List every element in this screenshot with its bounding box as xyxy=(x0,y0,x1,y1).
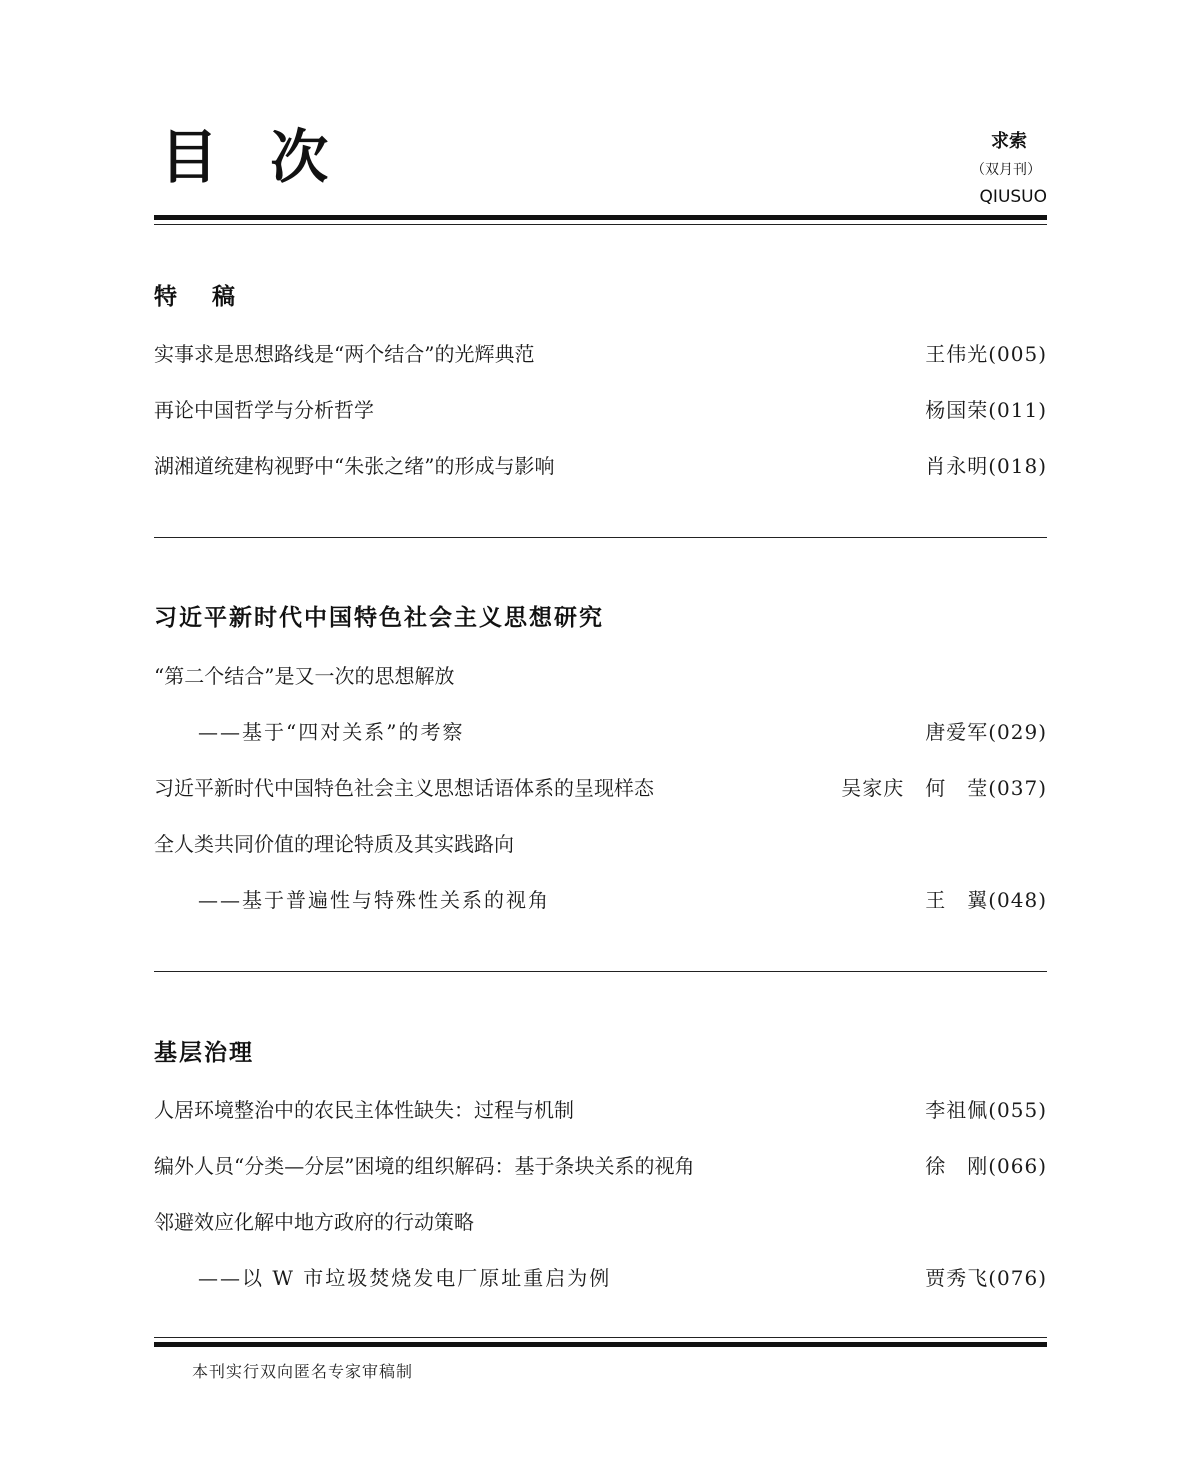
entry-page: (048) xyxy=(988,888,1047,912)
entry-author-page xyxy=(925,884,1047,916)
toc-entry[interactable] xyxy=(154,828,1047,860)
entry-page: (066) xyxy=(988,1154,1047,1178)
footer-rule-thin xyxy=(154,1337,1047,1338)
section-title-special: 特 稿 xyxy=(154,284,241,310)
entry-author: 徐 刚 xyxy=(925,1154,989,1178)
entry-title: 湖湘道统建构视野中“朱张之绪”的形成与影响 xyxy=(154,454,555,478)
entry-title: 习近平新时代中国特色社会主义思想话语体系的呈现样态 xyxy=(154,776,654,800)
toc-entry[interactable] xyxy=(154,1150,1047,1182)
entry-subtitle: ——基于“四对关系”的考察 xyxy=(198,720,465,744)
entry-title: 实事求是思想路线是“两个结合”的光辉典范 xyxy=(154,342,535,366)
toc-entry[interactable] xyxy=(154,1206,1047,1238)
entry-page: (037) xyxy=(988,776,1047,800)
entry-author: 肖永明 xyxy=(925,454,989,478)
entry-page: (011) xyxy=(988,398,1047,422)
section-divider xyxy=(154,537,1047,538)
entry-subtitle: ——基于普遍性与特殊性关系的视角 xyxy=(198,888,550,912)
toc-entry[interactable] xyxy=(154,1094,1047,1126)
entry-author: 杨国荣 xyxy=(925,398,989,422)
entry-author-page xyxy=(841,772,1047,804)
journal-frequency: （双月刊） xyxy=(971,162,1041,178)
entry-subtitle: ——以 W 市垃圾焚烧发电厂原址重启为例 xyxy=(198,1266,612,1290)
page-title: 目 次 xyxy=(160,123,345,191)
journal-latin-name: QIUSUO xyxy=(979,187,1047,207)
entry-author-page xyxy=(925,338,1047,370)
entry-author: 唐爱军 xyxy=(925,720,989,744)
entry-author-page xyxy=(925,394,1047,426)
entry-author: 李祖佩 xyxy=(925,1098,989,1122)
entry-page: (029) xyxy=(988,720,1047,744)
header-rule-thin xyxy=(154,224,1047,225)
entry-author-page xyxy=(925,1094,1047,1126)
toc-entry[interactable] xyxy=(154,394,1047,426)
entry-author: 吴家庆 何 莹 xyxy=(841,776,989,800)
toc-entry[interactable] xyxy=(154,338,1047,370)
entry-author-page xyxy=(925,1150,1047,1182)
entry-page: (018) xyxy=(988,454,1047,478)
entry-page: (005) xyxy=(988,342,1047,366)
footer-rule-thick xyxy=(154,1342,1047,1347)
toc-entry-subtitle[interactable] xyxy=(154,884,1047,916)
entry-title: 人居环境整治中的农民主体性缺失：过程与机制 xyxy=(154,1098,574,1122)
entry-author-page xyxy=(925,450,1047,482)
journal-info xyxy=(917,130,1047,209)
entry-page: (076) xyxy=(988,1266,1047,1290)
entry-author: 王伟光 xyxy=(925,342,989,366)
toc-entry-subtitle[interactable] xyxy=(154,1262,1047,1294)
toc-page xyxy=(154,0,1047,1476)
entry-title: “第二个结合”是又一次的思想解放 xyxy=(154,664,455,688)
section-title-xi-thought: 习近平新时代中国特色社会主义思想研究 xyxy=(154,605,604,631)
section-title-grassroots: 基层治理 xyxy=(154,1040,254,1066)
entry-title: 全人类共同价值的理论特质及其实践路向 xyxy=(154,832,514,856)
header-rule-thick xyxy=(154,215,1047,220)
toc-entry[interactable] xyxy=(154,450,1047,482)
entry-author: 王 翼 xyxy=(925,888,989,912)
toc-entry[interactable] xyxy=(154,772,1047,804)
toc-entry-subtitle[interactable] xyxy=(154,716,1047,748)
toc-entry[interactable] xyxy=(154,660,1047,692)
entry-author-page xyxy=(925,716,1047,748)
entry-title: 再论中国哲学与分析哲学 xyxy=(154,398,374,422)
footer-note: 本刊实行双向匿名专家审稿制 xyxy=(192,1362,414,1381)
entry-author-page xyxy=(925,1262,1047,1294)
entry-title: 邻避效应化解中地方政府的行动策略 xyxy=(154,1210,474,1234)
section-divider xyxy=(154,971,1047,972)
journal-name: 求索 xyxy=(991,131,1027,152)
entry-page: (055) xyxy=(988,1098,1047,1122)
entry-title: 编外人员“分类—分层”困境的组织解码：基于条块关系的视角 xyxy=(154,1154,695,1178)
entry-author: 贾秀飞 xyxy=(925,1266,989,1290)
